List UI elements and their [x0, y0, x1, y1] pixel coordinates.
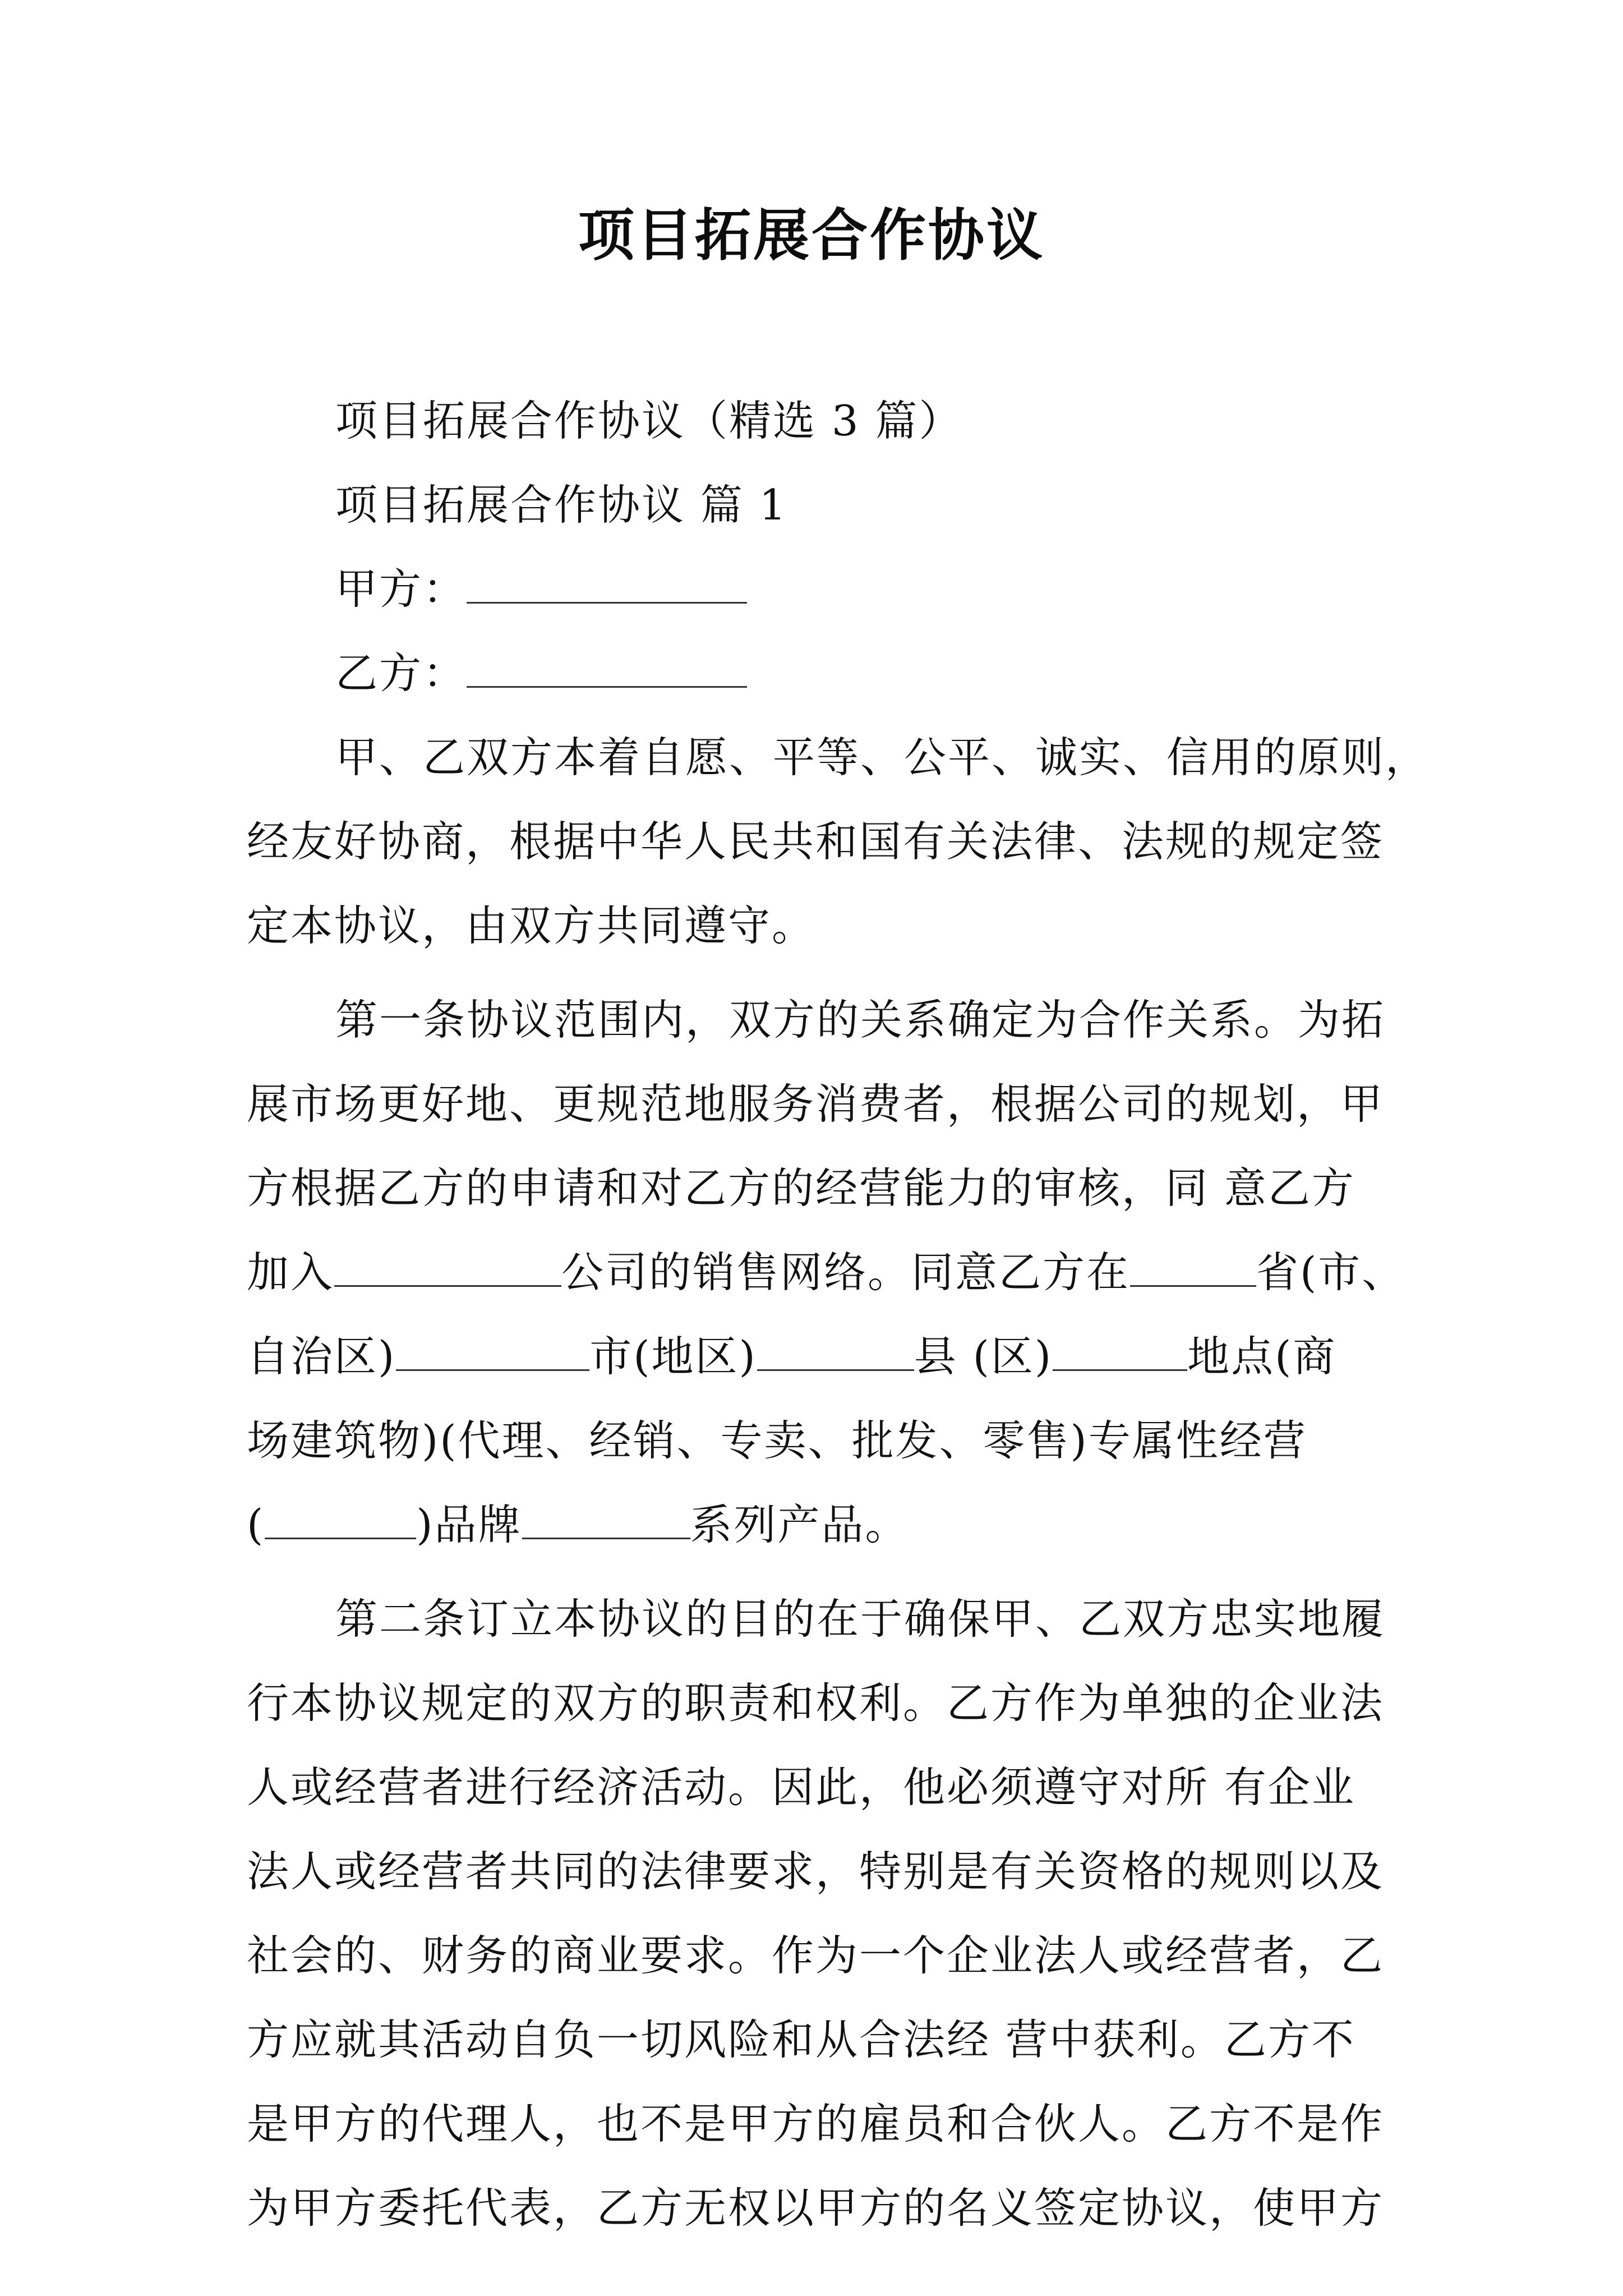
company-blank — [334, 1240, 561, 1287]
brand-blank — [265, 1493, 416, 1539]
document-subtitle: 项目拓展合作协议（精选 3 篇） — [335, 396, 963, 445]
party-a-line — [247, 547, 1385, 631]
party-b-label: 乙方： — [335, 648, 467, 698]
text-fragment: 省(市、 — [1256, 1248, 1406, 1297]
party-b-line — [247, 631, 1385, 715]
text-fragment: 地点(商 — [1187, 1332, 1337, 1381]
text-fragment: ( — [247, 1500, 265, 1549]
text-fragment: 加入 — [247, 1248, 335, 1297]
article2-line: 是甲方的代理人，也不是甲方的雇员和合伙人。乙方不是作 — [247, 2099, 1385, 2148]
article1-line — [247, 1230, 1406, 1314]
article2-line: 人或经营者进行经济活动。因此，他必须遵守对所 有企业 — [247, 1763, 1355, 1812]
party-a-blank — [467, 557, 747, 604]
paragraph-gap — [247, 968, 1385, 978]
party-b-blank — [467, 641, 747, 688]
document-body — [247, 379, 1430, 2250]
article1-line: 第一条协议范围内，双方的关系确定为合作关系。为拓 — [335, 995, 1386, 1045]
article2-line: 法人或经营者共同的法律要求，特别是有关资格的规则以及 — [247, 1847, 1385, 1896]
text-fragment: 系列产品。 — [690, 1500, 909, 1549]
document-title: 项目拓展合作协议 — [578, 203, 1045, 268]
article1-line — [247, 1314, 1385, 1398]
article2-line: 社会的、财务的商业要求。作为一个企业法人或经营者，乙 — [247, 1931, 1385, 1980]
text-fragment: 市(地区) — [589, 1332, 757, 1381]
text-fragment: 公司的销售网络。同意乙方在 — [561, 1248, 1131, 1297]
text-fragment: 自治区) — [247, 1332, 396, 1381]
paragraph-line: 甲、乙双方本着自愿、平等、公平、诚实、信用的原则， — [335, 733, 1430, 782]
article1-line: 展市场更好地、更规范地服务消费者，根据公司的规划，甲 — [247, 1079, 1385, 1129]
paragraph-line: 定本协议，由双方共同遵守。 — [247, 901, 816, 950]
paragraph-line: 经友好协商，根据中华人民共和国有关法律、法规的规定签 — [247, 817, 1385, 866]
series-blank — [522, 1493, 690, 1539]
province-blank — [1130, 1240, 1256, 1287]
article2-line: 方应就其活动自负一切风险和从合法经 营中获利。乙方不 — [247, 2015, 1355, 2064]
county-blank — [757, 1324, 914, 1371]
article2-line: 行本协议规定的双方的职责和权利。乙方作为单独的企业法 — [247, 1678, 1385, 1728]
section-heading: 项目拓展合作协议 篇 1 — [335, 480, 788, 530]
article1-line — [247, 1483, 1385, 1567]
party-a-label: 甲方： — [335, 564, 467, 614]
city-blank — [396, 1324, 589, 1371]
text-fragment: )品牌 — [416, 1500, 522, 1549]
location-blank — [1053, 1324, 1187, 1371]
article2-line: 为甲方委托代表，乙方无权以甲方的名义签定协议，使甲方 — [247, 2183, 1385, 2233]
article1-line: 方根据乙方的申请和对乙方的经营能力的审核，同 意乙方 — [247, 1163, 1355, 1213]
article2-line: 第二条订立本协议的目的在于确保甲、乙双方忠实地履 — [335, 1594, 1386, 1644]
article1-line: 场建筑物)(代理、经销、专卖、批发、零售)专属性经营 — [247, 1416, 1307, 1465]
text-fragment: 县 (区) — [914, 1332, 1053, 1381]
paragraph-gap — [247, 1567, 1385, 1577]
